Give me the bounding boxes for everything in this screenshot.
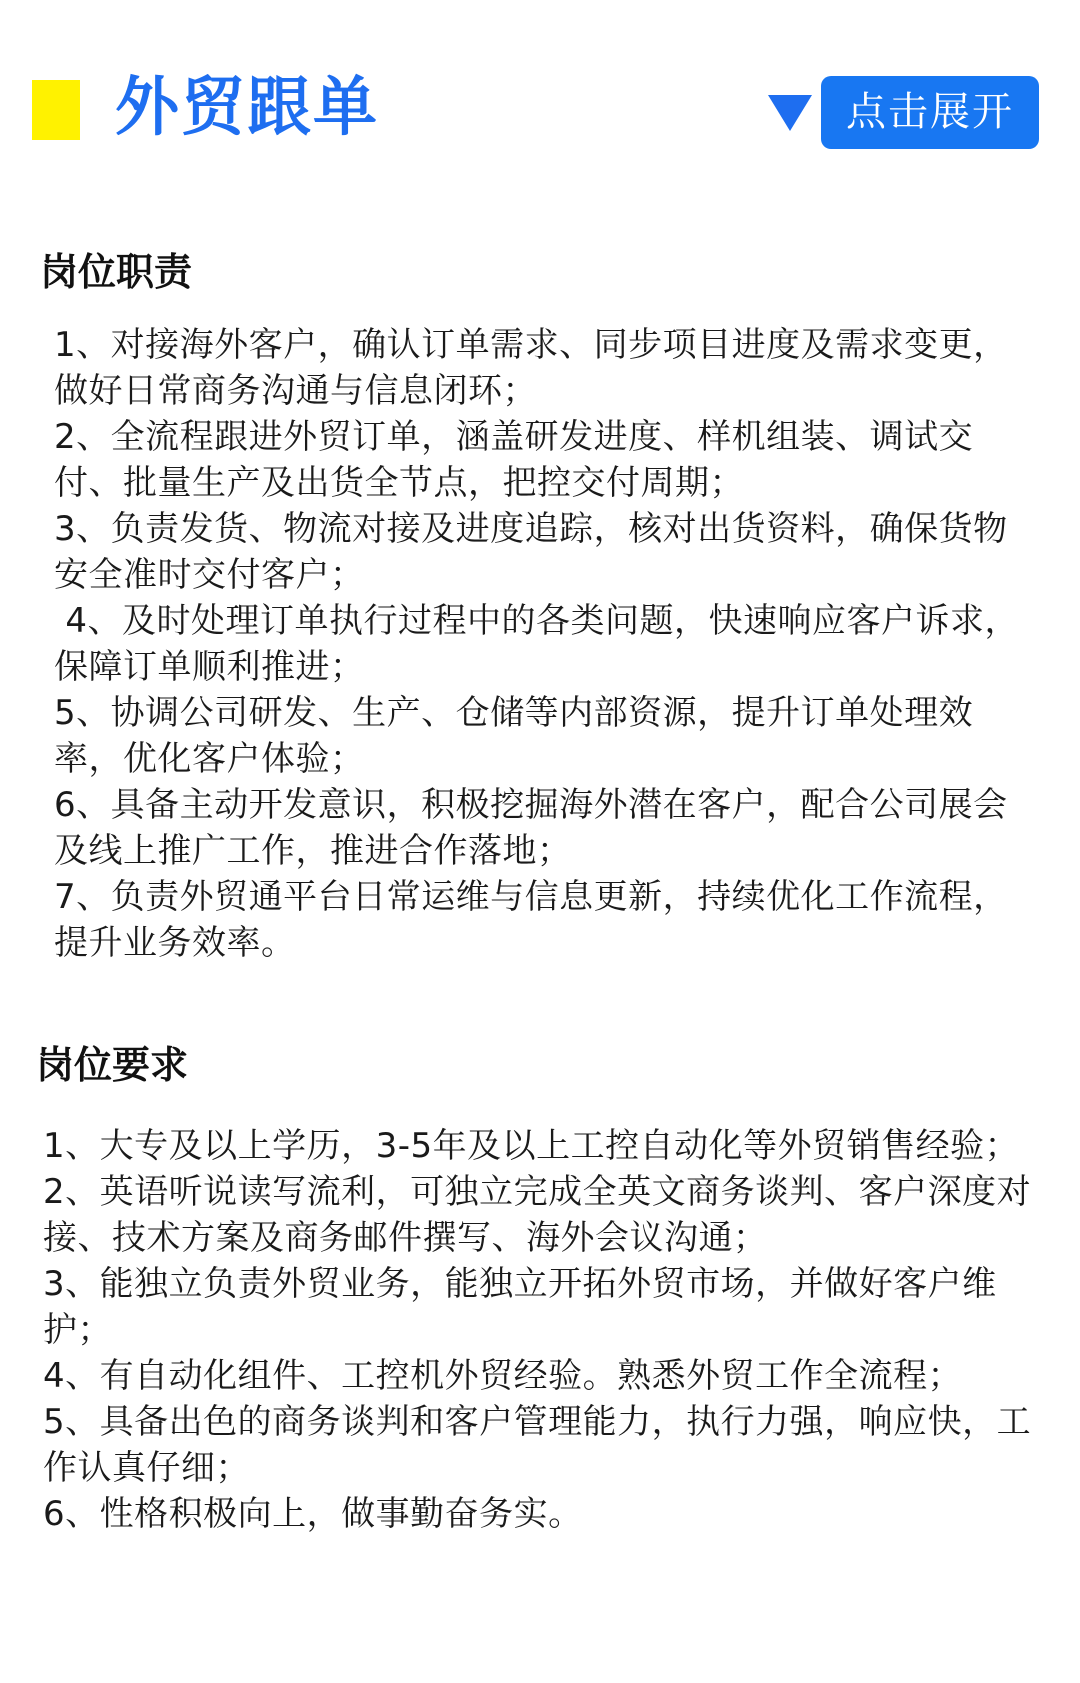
list-item: 6、性格积极向上，做事勤奋务实。	[43, 1494, 583, 1534]
expand-button[interactable]: 点击展开	[821, 76, 1039, 149]
list-item: 1、大专及以上学历，3-5年及以上工控自动化等外贸销售经验；	[43, 1126, 1020, 1166]
job-header	[0, 0, 1080, 170]
list-item: 5、协调公司研发、生产、仓储等内部资源，提升订单处理效率，优化客户体验；	[54, 693, 974, 779]
list-item: 7、负责外贸通平台日常运维与信息更新，持续优化工作流程，提升业务效率。	[54, 877, 1008, 963]
list-item: 2、英语听说读写流利，可独立完成全英文商务谈判、客户深度对接、技术方案及商务邮件撰写、海外会议沟通；	[43, 1172, 1032, 1258]
list-item: 4、有自动化组件、工控机外贸经验。熟悉外贸工作全流程；	[43, 1356, 963, 1396]
duties-list	[54, 322, 1034, 966]
triangle-down-icon[interactable]	[768, 95, 812, 131]
list-item: 3、负责发货、物流对接及进度追踪，核对出货资料，确保货物安全准时交付客户；	[54, 509, 1008, 595]
list-item: 2、全流程跟进外贸订单，涵盖研发进度、样机组装、调试交付、批量生产及出货全节点，把控交付周期；	[54, 417, 974, 503]
title-accent-bar	[32, 80, 80, 140]
list-item: 1、对接海外客户，确认订单需求、同步项目进度及需求变更，做好日常商务沟通与信息闭环；	[54, 325, 1008, 411]
job-title: 外贸跟单	[115, 71, 379, 145]
list-item: 4、及时处理订单执行过程中的各类问题，快速响应客户诉求，保障订单顺利推进；	[54, 601, 1019, 687]
list-item: 3、能独立负责外贸业务，能独立开拓外贸市场，并做好客户维护；	[43, 1264, 997, 1350]
section-heading-requirements: 岗位要求	[36, 1043, 189, 1087]
list-item: 6、具备主动开发意识，积极挖掘海外潜在客户，配合公司展会及线上推广工作，推进合作落地；	[54, 785, 1008, 871]
section-heading-duties: 岗位职责	[40, 250, 193, 294]
list-item: 5、具备出色的商务谈判和客户管理能力，执行力强，响应快，工作认真仔细；	[43, 1402, 1032, 1488]
requirements-list	[43, 1123, 1038, 1537]
